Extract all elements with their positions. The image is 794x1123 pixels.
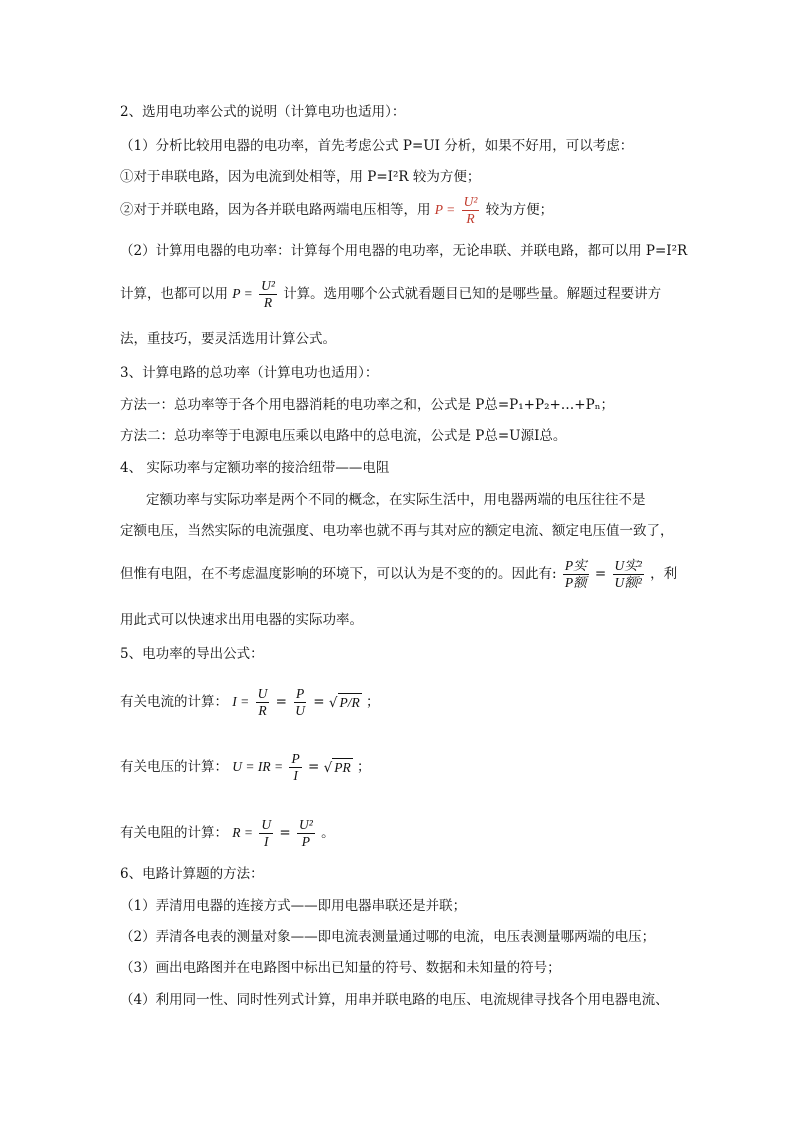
parallel-text: ②对于并联电路，因为各并联电路两端电压相等，用 — [120, 202, 431, 218]
formula-u-over-r — [256, 686, 270, 719]
formula-voltage-ratio — [613, 558, 644, 591]
equals: = — [279, 825, 291, 841]
calc-text-end: 计算。选用哪个公式就看题目已知的是哪些量。解题过程要讲方 — [283, 286, 662, 302]
line-6-2: （2）弄清各电表的测量对象——即电流表测量通过哪的电流，电压表测量哪两端的电压； — [120, 929, 656, 945]
denominator: I — [293, 768, 298, 783]
denominator: R — [263, 295, 273, 310]
denominator: P — [301, 834, 310, 849]
line-6-3: （3）画出电路图并在电路图中标出已知量的符号、数据和未知量的符号； — [120, 960, 561, 976]
semicolon: ； — [366, 694, 380, 710]
equals: = — [307, 759, 320, 775]
line-4-para-2: 定额电压，当然实际的电流强度、电功率也就不再与其对应的额定电流、额定电压值一致了， — [120, 523, 674, 539]
line-5-resistance — [120, 817, 335, 850]
line-2-series: ①对于串联电路，因为电流到处相等，用 P=I²R 较为方便； — [120, 169, 481, 185]
line-2-parallel — [120, 194, 553, 227]
denominator: P额 — [564, 575, 587, 590]
line-4-para-1: 定额功率与实际功率是两个不同的概念，在实际生活中，用电器两端的电压往往不是 — [146, 492, 646, 508]
denominator: R — [466, 211, 475, 226]
radicand: P/R — [339, 695, 360, 710]
line-2-1: （1）分析比较用电器的电功率，首先考虑公式 P=UI 分析，如果不好用，可以考虑： — [120, 138, 634, 154]
line-3-method-1: 方法一：总功率等于各个用电器消耗的电功率之和，公式是 P总=P₁+P₂+…+Pₙ； — [120, 397, 615, 413]
calc-text: 计算，也都可以用 — [120, 286, 228, 302]
line-section-3-title: 3、计算电路的总功率（计算电功也适用）： — [120, 365, 379, 381]
denominator: I — [263, 834, 269, 849]
denominator: U额² — [614, 575, 642, 590]
formula-p-over-i — [289, 751, 301, 784]
formula-sqrt-pr: √ PR — [323, 760, 351, 776]
equals: = — [594, 566, 607, 582]
line-section-6-title: 6、电路计算题的方法： — [120, 866, 264, 882]
formula-p-over-u — [293, 686, 307, 719]
numerator: U² — [261, 278, 275, 293]
line-6-4: （4）利用同一性、同时性列式计算，用串并联电路的电压、电流规律寻找各个用电器电流、 — [120, 992, 669, 1008]
denominator: R — [258, 703, 267, 718]
ratio-text: 但惟有电阻，在不考虑温度影响的环境下，可以认为是不变的的。因此有: — [120, 566, 557, 582]
formula-u2-over-p — [297, 817, 315, 850]
numerator: U² — [298, 817, 313, 832]
numerator: P — [291, 751, 300, 766]
formula-u2-over-r-2 — [259, 278, 277, 311]
line-section-5-title: 5、电功率的导出公式： — [120, 646, 264, 662]
line-2-2-end: 法，重技巧，要灵活选用计算公式。 — [120, 331, 336, 347]
line-6-1: （1）弄清用电器的连接方式——即用电器串联还是并联； — [120, 898, 467, 914]
line-2-2-cont — [120, 278, 661, 311]
voltage-label: 有关电压的计算： — [120, 759, 228, 775]
formula-u2-over-r — [462, 194, 480, 227]
line-3-method-2: 方法二：总功率等于电源电压乘以电路中的总电流，公式是 P总=U源I总。 — [120, 428, 567, 444]
ratio-text-end: ，利 — [650, 566, 678, 582]
period: 。 — [321, 825, 335, 841]
formula-sqrt-p-over-r: √ P/R — [328, 695, 360, 711]
current-label: 有关电流的计算： — [120, 694, 228, 710]
line-section-4-title: 4、 实际功率与定额功率的接洽纽带——电阻 — [120, 460, 390, 476]
line-4-para-3 — [120, 558, 677, 591]
radicand: PR — [334, 760, 351, 775]
formula-r-label: R = — [232, 825, 254, 840]
equals: = — [313, 694, 325, 710]
line-section-2-title: 2、选用电功率公式的说明（计算电功也适用）： — [120, 104, 406, 120]
formula-power-ratio — [563, 558, 589, 591]
resistance-label: 有关电阻的计算： — [120, 825, 228, 841]
line-5-current — [120, 686, 380, 719]
semicolon: ； — [357, 759, 371, 775]
formula-p-label-2: P = — [232, 286, 253, 301]
numerator: U — [257, 686, 268, 701]
numerator: U² — [463, 194, 478, 209]
numerator: P — [295, 686, 305, 701]
formula-p-label: P = — [434, 202, 456, 217]
line-4-para-4: 用此式可以快速求出用电器的实际功率。 — [120, 612, 363, 628]
numerator: P实 — [564, 558, 587, 573]
parallel-text-end: 较为方便； — [485, 202, 554, 218]
denominator: U — [295, 703, 305, 718]
numerator: U实² — [614, 558, 642, 573]
line-2-2: （2）计算用电器的电功率：计算每个用电器的电功率，无论串联、并联电路，都可以用 P=I²R — [120, 243, 688, 259]
formula-u-over-i — [259, 817, 273, 850]
equals: = — [275, 694, 287, 710]
line-5-voltage — [120, 751, 371, 784]
formula-i-label: I = — [232, 694, 250, 709]
formula-u-label: U = IR = — [232, 759, 284, 774]
numerator: U — [261, 817, 272, 832]
